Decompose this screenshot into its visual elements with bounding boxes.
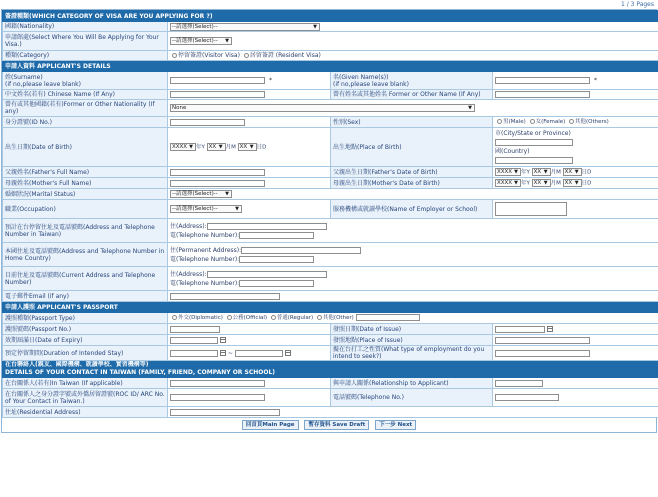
chinese-name-label: 中文姓名(若有) Chinese Name (If Any) <box>3 90 168 100</box>
contact-phone-input[interactable] <box>495 394 559 401</box>
contact-id-input[interactable] <box>170 394 265 401</box>
former-name-label: 曾有姓名或其他姓名 Former or Other Name (If Any) <box>331 90 493 100</box>
home-address-input[interactable] <box>241 247 361 254</box>
section-contact: 在台聯絡人(親友、國際機構、就讀學校、實習機構等) DETAILS OF YOUR CONTACT IN TAIWAN (FAMILY, FRIEND, COMPANY OR SCHOOL) <box>3 361 658 378</box>
save-draft-button[interactable]: 暫存資料 Save Draft <box>304 420 369 430</box>
date-issue-label: 發照日期(Date of Issue) <box>331 324 493 335</box>
residential-input[interactable] <box>170 409 280 416</box>
sex-label: 性別(Sex) <box>331 117 493 128</box>
father-dob-day-select[interactable]: XX ▼ <box>563 168 582 176</box>
main-page-button[interactable]: 回首頁Main Page <box>242 420 299 430</box>
email-input[interactable] <box>170 293 280 300</box>
chevron-down-icon: ▼ <box>313 23 317 30</box>
passport-no-input[interactable] <box>170 326 220 333</box>
current-address-input[interactable] <box>207 271 327 278</box>
pob-country-input[interactable] <box>495 157 573 164</box>
passport-radio-official[interactable] <box>227 315 232 320</box>
chevron-down-icon: ▼ <box>235 206 239 212</box>
contact-phone-label: 電話號碼(Telephone No.) <box>331 389 493 407</box>
place-issue-label: 發照地點(Place of Issue) <box>331 335 493 346</box>
passport-other-input[interactable] <box>356 314 420 321</box>
passport-radio-regular[interactable] <box>271 315 276 320</box>
button-bar <box>2 418 656 432</box>
contact-name-label: 在台關係人(若有)In Taiwan (If applicable) <box>3 378 168 389</box>
current-address-label: 目前住址及電話號碼(Current Address and Telephone Number) <box>3 267 168 291</box>
mother-dob-year-select[interactable]: XXXX ▼ <box>495 179 521 187</box>
occupation-label: 職業(Occupation) <box>3 200 168 219</box>
marital-label: 婚姻狀況(Marital Status) <box>3 189 168 200</box>
given-name-input[interactable] <box>495 77 590 84</box>
next-button[interactable]: 下一步 Next <box>375 420 416 430</box>
marital-select[interactable]: --請選擇(Select)-- ▼ <box>170 190 232 198</box>
section-visa-category: 簽證種類(WHICH CATEGORY OF VISA ARE YOU APPLYING FOR ?) <box>3 11 658 22</box>
father-dob-label: 父親出生日期(Father's Date of Birth) <box>331 167 493 178</box>
employer-label: 服務機構或就讀學校(Name of Employer or School) <box>331 200 493 219</box>
calendar-icon[interactable] <box>285 350 291 356</box>
father-dob-month-select[interactable]: XX ▼ <box>532 168 551 176</box>
taiwan-phone-input[interactable] <box>239 232 314 239</box>
father-dob-year-select[interactable]: XXXX ▼ <box>495 168 521 176</box>
id-no-label: 身分證號(ID No.) <box>3 117 168 128</box>
current-phone-input[interactable] <box>239 280 314 287</box>
father-name-label: 父親姓名(Father's Full Name) <box>3 167 168 178</box>
section-applicant: 申請人資料 APPLICANT'S DETAILS <box>3 61 658 72</box>
nationality-select[interactable]: --請選擇(Select)-- ▼ <box>170 23 320 31</box>
apply-where-label: 申請館處(Select Where You Will Be Applying for Your Visa.) <box>3 32 168 51</box>
pob-label: 出生地點(Place of Birth) <box>331 128 493 167</box>
calendar-icon[interactable] <box>220 337 226 343</box>
former-nationality-label: 曾有或其他國籍(若有)Former or Other Nationality (If any) <box>3 100 168 117</box>
visa-form: 簽證種類(WHICH CATEGORY OF VISA ARE YOU APPLYING FOR ?) 國籍(Nationality) --請選擇(Select)-- ▼ 申請館處(Select Where You Will Be Applying for Your Visa.) --請選擇(Select)-- ▼ 種類(Category) 停留簽證(Visitor Visa) 居留簽證 (Resident Visa) 申請人資料 APPLICANT'S DETAILS 姓(Surname) (if no,please leave blank) * 名(Given Name(s)) (if no,please leave blank) * 中文姓名(若有) Chinese Name (If Any) 曾有姓名或其他姓名 Former or Other Name (If Any) 曾有或其他國籍(若有)Former or Other Nationality (If any) None ▼ 身分證號(ID No.) 性別(Sex) 男(Male) 女(Female) 其他(Others) 出生日期(Date of Birth) XXXX ▼ 年Y XX ▼ 月M XX ▼ 日D 出生地點(Place of Birth) 市(City/State or Province) 國(Country) 父親姓名(Father's Full Name) 父親出生日期(Father's Date of Birth) XXXX ▼ 年Y XX ▼ 月M XX ▼ 日D 母親姓名(Mother's Full Name) 母親出生日期(Mother's Date of Birth) XXXX ▼ 年Y XX ▼ 月M XX ▼ 日D 婚姻狀況(Marital Status) --請選擇(Select)-- ▼ 職業(Occupation) --請選擇(Select)-- ▼ 服務機構或就讀學校(Name of Employer or School) 預計在台停留住址及電話號碼(Address and Telephone Number in Taiwan) 住(Address): 電(Telephone Number): 本國住址及電話號碼(Address and Telephone Number in Home Country) 住(Permanent Address): 電(Telephone Number): 目前住址及電話號碼(Current Address and Telephone Number) 住(Address): 電(Telephone Number): 電子郵件Email (if any) 申請人護照 APPLICANT'S PASSPORT 護照種類(Passport Type) 外交(Diplomatic) 公務(Official) 普通(Regular) 其他(Other) 護照號碼(Passport No.) 發照日期(Date of Issue) 效期屆滿日(Date of Expiry) 發照地點(Place of Issue) 預定停留期間(Duration of Intended Stay) ~ 擬在台打工之性質(What type of employment do you intend to seek?) 在台聯絡人(親友、國際機構、就讀學校、實習機構等) DETAILS OF YOUR CONTACT IN TAIWAN (FAMILY, FRIEND, COMPANY OR SCHOOL) 在台關係人(若有)In Taiwan (If applicable) 與申請人關係(Relationship to Applicant) 在台關係人之身分證字號或外僑居留證號(ROC ID/ ARC No. of Your Contact in Taiwan.) 電話號碼(Telephone No.) 住址(Residential Address) 回首頁Main Page 暫存資料 Save Draft 下一步 Next <box>1 9 657 433</box>
calendar-icon[interactable] <box>547 326 553 332</box>
chevron-down-icon: ▼ <box>225 38 229 44</box>
apply-where-select[interactable]: --請選擇(Select)-- ▼ <box>170 37 232 45</box>
surname-input[interactable] <box>170 77 265 84</box>
mother-name-label: 母親姓名(Mother's Full Name) <box>3 178 168 189</box>
date-expiry-input[interactable] <box>170 337 218 344</box>
nationality-label: 國籍(Nationality) <box>3 22 168 32</box>
dob-label: 出生日期(Date of Birth) <box>3 128 168 167</box>
relationship-input[interactable] <box>495 380 543 387</box>
pob-city-input[interactable] <box>495 139 573 146</box>
father-name-input[interactable] <box>170 169 265 176</box>
given-name-label: 名(Given Name(s)) (if no,please leave blank) <box>331 72 493 90</box>
former-nationality-select[interactable]: None ▼ <box>170 104 475 112</box>
passport-no-label: 護照號碼(Passport No.) <box>3 324 168 335</box>
id-no-input[interactable] <box>170 119 245 126</box>
mother-dob-day-select[interactable]: XX ▼ <box>563 179 582 187</box>
contact-id-label: 在台關係人之身分證字號或外僑居留證號(ROC ID/ ARC No. of Your Contact in Taiwan.) <box>3 389 168 407</box>
passport-type-label: 護照種類(Passport Type) <box>3 313 168 324</box>
pob-country-label: 國(Country) <box>495 148 530 155</box>
dob-day-select[interactable]: XX ▼ <box>238 143 257 151</box>
date-issue-input[interactable] <box>495 326 545 333</box>
sex-radio-male[interactable] <box>497 119 502 124</box>
former-name-input[interactable] <box>495 91 590 98</box>
residential-label: 住址(Residential Address) <box>3 407 168 418</box>
chevron-down-icon: ▼ <box>468 105 472 111</box>
date-expiry-label: 效期屆滿日(Date of Expiry) <box>3 335 168 346</box>
taiwan-address-input[interactable] <box>207 223 327 230</box>
duration-end-input[interactable] <box>235 350 283 357</box>
mother-dob-label: 母親出生日期(Mother's Date of Birth) <box>331 178 493 189</box>
mother-dob-month-select[interactable]: XX ▼ <box>532 179 551 187</box>
surname-label: 姓(Surname) (if no,please leave blank) <box>3 72 168 90</box>
taiwan-address-label: 預計在台停留住址及電話號碼(Address and Telephone Number in Taiwan) <box>3 219 168 243</box>
passport-radio-other[interactable] <box>317 315 322 320</box>
duration-label: 預定停留期間(Duration of Intended Stay) <box>3 346 168 361</box>
employment-seek-input[interactable] <box>495 350 590 357</box>
pob-city-label: 市(City/State or Province) <box>495 130 571 137</box>
page-count: 1 / 3 Pages <box>620 1 654 8</box>
section-passport: 申請人護照 APPLICANT'S PASSPORT <box>3 302 658 313</box>
sex-radio-female[interactable] <box>530 119 535 124</box>
category-label: 種類(Category) <box>3 51 168 61</box>
chinese-name-input[interactable] <box>170 91 265 98</box>
calendar-icon[interactable] <box>220 350 226 356</box>
mother-name-input[interactable] <box>170 180 265 187</box>
contact-name-input[interactable] <box>170 380 265 387</box>
employment-seek-label: 擬在台打工之性質(What type of employment do you intend to seek?) <box>331 346 493 361</box>
dob-year-select[interactable]: XXXX ▼ <box>170 143 196 151</box>
place-issue-input[interactable] <box>495 337 590 344</box>
passport-radio-diplomatic[interactable] <box>172 315 177 320</box>
duration-start-input[interactable] <box>170 350 218 357</box>
home-phone-input[interactable] <box>239 256 314 263</box>
relationship-label: 與申請人關係(Relationship to Applicant) <box>331 378 493 389</box>
home-address-label: 本國住址及電話號碼(Address and Telephone Number in Home Country) <box>3 243 168 267</box>
sex-radio-others[interactable] <box>569 119 574 124</box>
email-label: 電子郵件Email (if any) <box>3 291 168 302</box>
category-radio-resident[interactable] <box>244 53 249 58</box>
category-radio-visitor[interactable] <box>172 53 177 58</box>
chevron-down-icon: ▼ <box>225 191 229 197</box>
employer-textarea[interactable] <box>495 202 567 216</box>
dob-month-select[interactable]: XX ▼ <box>207 143 226 151</box>
occupation-select[interactable]: --請選擇(Select)-- ▼ <box>170 205 242 213</box>
